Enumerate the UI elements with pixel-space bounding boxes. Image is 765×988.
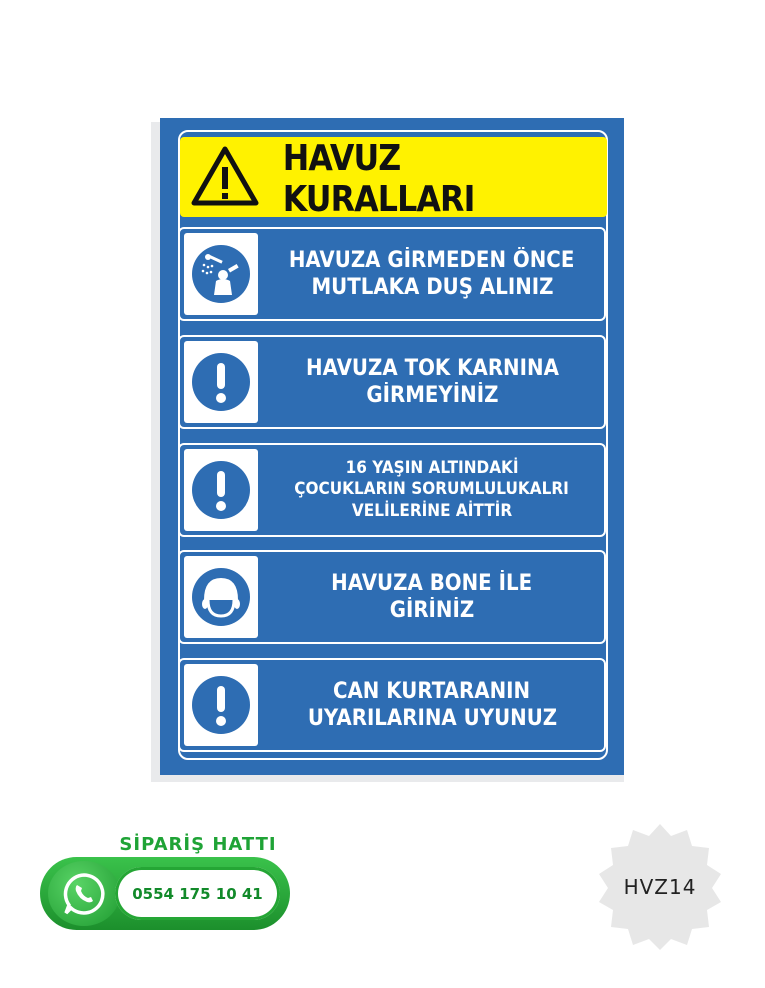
rule-text [266, 660, 598, 750]
rule-line: MUTLAKA DUŞ ALINIZ [310, 275, 554, 300]
rule-line: ÇOCUKLARIN SORUMLULUKALRI [294, 479, 570, 500]
rule-icon-box [184, 664, 258, 746]
rule-item [178, 443, 606, 537]
exclamation-icon [190, 351, 252, 413]
rule-item [178, 227, 606, 321]
warning-triangle-icon [190, 143, 260, 209]
rule-line: 16 YAŞIN ALTINDAKİ [345, 458, 519, 479]
rule-text [266, 552, 598, 642]
sign-title: HAVUZ KURALLARI [282, 138, 475, 220]
whatsapp-icon [48, 861, 120, 926]
rule-item [178, 658, 606, 752]
whatsapp-order-button[interactable] [40, 857, 290, 930]
rule-text [266, 445, 598, 535]
exclamation-icon [190, 674, 252, 736]
rule-icon-box [184, 341, 258, 423]
product-code: HVZ14 [623, 875, 697, 899]
shower-icon [190, 243, 252, 305]
rule-line: UYARILARINA UYUNUZ [307, 706, 557, 731]
rule-item [178, 335, 606, 429]
rule-line: GİRİNİZ [389, 598, 475, 623]
exclamation-icon [190, 459, 252, 521]
rule-text [266, 229, 598, 319]
rule-line: HAVUZA BONE İLE [331, 570, 533, 596]
rule-line: VELİLERİNE AİTTİR [351, 500, 513, 521]
phone-number[interactable]: 0554 175 10 41 [115, 867, 280, 920]
rule-item [178, 550, 606, 644]
rule-line: GİRMEYİNİZ [365, 383, 499, 408]
order-line-title: SİPARİŞ HATTI [119, 834, 277, 855]
rule-line: CAN KURTARANIN [333, 678, 531, 704]
rule-text [266, 337, 598, 427]
rule-icon-box [184, 233, 258, 315]
swim-cap-icon [190, 566, 252, 628]
rule-icon-box [184, 556, 258, 638]
rule-icon-box [184, 449, 258, 531]
rule-line: HAVUZA TOK KARNINA [305, 355, 559, 381]
rule-line: HAVUZA GİRMEDEN ÖNCE [289, 247, 575, 273]
